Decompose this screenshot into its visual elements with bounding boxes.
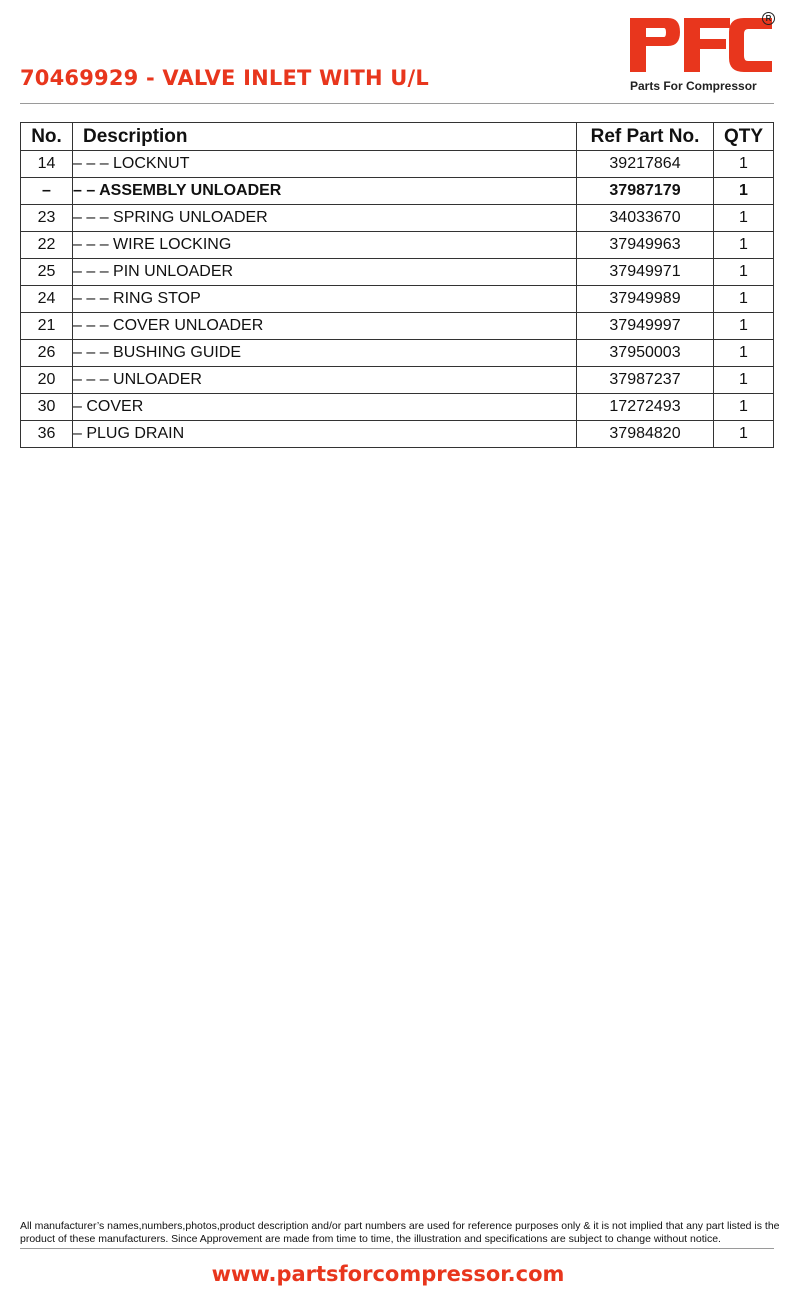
header-divider	[20, 103, 774, 104]
cell-no: 22	[21, 232, 73, 259]
cell-qty: 1	[714, 259, 774, 286]
table-row	[21, 367, 774, 394]
table-row	[21, 313, 774, 340]
cell-ref-part-no: 37984820	[577, 421, 714, 448]
cell-ref-part-no: 37987179	[577, 178, 714, 205]
table-row	[21, 286, 774, 313]
cell-no: 26	[21, 340, 73, 367]
cell-description: – – – UNLOADER	[73, 367, 577, 394]
cell-description: – – ASSEMBLY UNLOADER	[73, 178, 577, 205]
table-row	[21, 340, 774, 367]
cell-ref-part-no: 37949971	[577, 259, 714, 286]
table-row	[21, 259, 774, 286]
parts-table	[20, 122, 774, 448]
cell-ref-part-no: 37949989	[577, 286, 714, 313]
cell-qty: 1	[714, 232, 774, 259]
cell-description: – – – WIRE LOCKING	[73, 232, 577, 259]
cell-ref-part-no: 17272493	[577, 394, 714, 421]
disclaimer-text: All manufacturer’s names,numbers,photos,product description and/or part numbers are used for reference purposes only & it is not implied that any part listed is the product of these manufacturers. Since Approvement are made from time to time, the illustration and specifications are subject to change without notice.	[20, 1220, 780, 1245]
cell-description: – PLUG DRAIN	[73, 421, 577, 448]
cell-ref-part-no: 34033670	[577, 205, 714, 232]
cell-description: – – – BUSHING GUIDE	[73, 340, 577, 367]
cell-qty: 1	[714, 286, 774, 313]
table-row	[21, 421, 774, 448]
cell-ref-part-no: 37987237	[577, 367, 714, 394]
column-header-description: Description	[73, 123, 577, 151]
cell-no: 36	[21, 421, 73, 448]
logo-tagline: Parts For Compressor	[630, 79, 757, 93]
footer-divider	[20, 1248, 774, 1249]
cell-ref-part-no: 37949997	[577, 313, 714, 340]
cell-qty: 1	[714, 178, 774, 205]
column-header-qty: QTY	[714, 123, 774, 151]
registered-trademark-icon: R	[762, 12, 775, 25]
cell-description: – – – RING STOP	[73, 286, 577, 313]
cell-qty: 1	[714, 313, 774, 340]
table-header-row	[21, 123, 774, 151]
cell-no: 20	[21, 367, 73, 394]
cell-ref-part-no: 37950003	[577, 340, 714, 367]
cell-ref-part-no: 39217864	[577, 151, 714, 178]
cell-description: – – – SPRING UNLOADER	[73, 205, 577, 232]
cell-no: 25	[21, 259, 73, 286]
cell-no: 21	[21, 313, 73, 340]
table-row	[21, 394, 774, 421]
table-row	[21, 205, 774, 232]
cell-description: – – – LOCKNUT	[73, 151, 577, 178]
cell-qty: 1	[714, 151, 774, 178]
cell-qty: 1	[714, 394, 774, 421]
cell-qty: 1	[714, 367, 774, 394]
cell-qty: 1	[714, 340, 774, 367]
pfc-logo-mark	[626, 12, 776, 78]
table-row	[21, 151, 774, 178]
table-row	[21, 178, 774, 205]
cell-no: 30	[21, 394, 73, 421]
table-row	[21, 232, 774, 259]
cell-ref-part-no: 37949963	[577, 232, 714, 259]
cell-qty: 1	[714, 205, 774, 232]
page-title: 70469929 - VALVE INLET WITH U/L	[20, 66, 429, 90]
website-link[interactable]: www.partsforcompressor.com	[211, 1262, 565, 1286]
pfc-logo	[626, 12, 776, 96]
cell-qty: 1	[714, 421, 774, 448]
cell-no: –	[21, 178, 73, 205]
cell-description: – COVER	[73, 394, 577, 421]
column-header-no: No.	[21, 123, 73, 151]
cell-description: – – – PIN UNLOADER	[73, 259, 577, 286]
cell-description: – – – COVER UNLOADER	[73, 313, 577, 340]
cell-no: 24	[21, 286, 73, 313]
cell-no: 23	[21, 205, 73, 232]
column-header-ref-part-no: Ref Part No.	[577, 123, 714, 151]
cell-no: 14	[21, 151, 73, 178]
